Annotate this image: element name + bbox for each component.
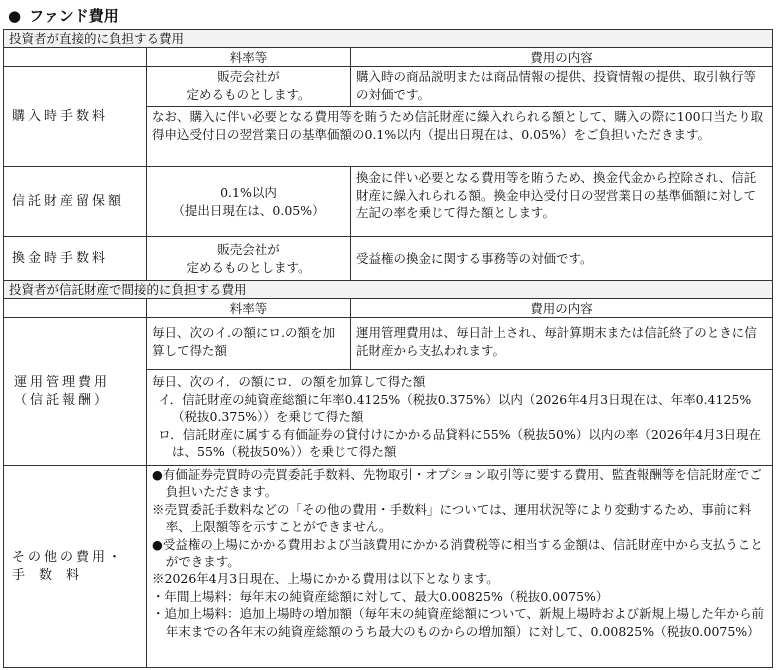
other-fees-p5: ・年間上場料：毎年末の純資産総額に対して、最大0.00825%（税抜0.0075%） <box>152 588 609 604</box>
trust-reserve-label: 信託財産留保額 <box>4 167 146 237</box>
management-fee-detail-i: イ．信託財産の純資産総額に年率0.4125%（税抜0.375%）以内（2026年4月3日現在は、年率0.4125%（税抜0.375%））を乗じて得た額 <box>158 391 752 424</box>
redemption-fee-rate <box>146 237 350 281</box>
page-title <box>8 6 119 26</box>
management-fee-detail-intro: 毎日、次のイ．の額にロ．の額を加算して得た額 <box>152 374 426 389</box>
section-direct: 投資者が直接的に負担する費用 <box>4 30 772 48</box>
other-fees-p4: ※2026年4月3日現在、上場にかかる費用は以下となります。 <box>152 571 499 587</box>
section-indirect: 投資者が信託財産で間接的に負担する費用 <box>4 281 772 299</box>
indirect-header-content: 費用の内容 <box>350 299 772 318</box>
purchase-fee-rate-line2: 定めるものとします。 <box>186 86 311 102</box>
header-content: 費用の内容 <box>350 48 772 67</box>
other-fees-p6: ・追加上場料：追加上場時の増加額（毎年末の純資産総額について、新規上場時および新規上場した年から前年末までの各年末の純資産総額のうち最大のものからの増加額）に対して、0.00825%（税抜0.0075%） <box>152 606 765 639</box>
trust-reserve-rate <box>146 167 350 237</box>
other-fees-p1: ●有価証券売買時の売買委託手数料、先物取引・オプション取引等に要する費用、監査報酬等を信託財産でご負担いただきます。 <box>152 467 762 500</box>
other-fees-p2: ※売買委託手数料などの「その他の費用・手数料」については、運用状況等により変動するため、事前に料率、上限額等を示すことができません。 <box>152 501 752 535</box>
purchase-fee-note: なお、購入に伴い必要となる費用等を賄うため信託財産に繰入れられる額として、購入の際に100口当たり取得申込受付日の翌営業日の基準価額の0.1%以内（提出日現在は、0.05%）をご負担いただきます。 <box>146 107 772 167</box>
management-fee-rate: 毎日、次のイ.の額にロ.の額を加算して得た額 <box>146 318 350 370</box>
management-fee-detail <box>146 370 772 466</box>
other-fees-p3: ●受益権の上場にかかる費用および当該費用にかかる消費税等に相当する金額は、信託財産中から支払うことができます。 <box>152 536 763 570</box>
indirect-header-blank <box>4 299 146 318</box>
page-title-text: ファンド費用 <box>29 7 119 25</box>
purchase-fee-rate <box>146 67 350 107</box>
purchase-fee-label: 購入時手数料 <box>4 67 146 167</box>
management-fee-label-line2: （信託報酬） <box>14 392 111 408</box>
indirect-header-rate: 料率等 <box>146 299 350 318</box>
redemption-fee-rate-line1: 販売会社が <box>217 242 280 257</box>
trust-reserve-rate-line2: （提出日現在は、0.05%） <box>172 202 325 218</box>
redemption-fee-content: 受益権の換金に関する事務等の対価です。 <box>350 237 772 281</box>
other-fees-label-line1: その他の費用・ <box>12 550 125 565</box>
other-fees-label-line2: 手数料 <box>12 567 94 583</box>
management-fee-label <box>4 318 146 466</box>
management-fee-detail-ro: ロ．信託財産に属する有価証券の貸付けにかかる品貸料に55%（税抜50%）以内の率（2026年4月3日現在は、55%（税抜50%））を乗じて得た額 <box>158 426 762 459</box>
trust-reserve-content: 換金に伴い必要となる費用等を賄うため、換金代金から控除され、信託財産に繰入れられる額。換金申込受付日の翌営業日の基準価額に対して左記の率を乗じて得た額とします。 <box>350 167 772 237</box>
management-fee-label-line1: 運用管理費用 <box>14 375 111 390</box>
management-fee-content: 運用管理費用は、毎日計上され、毎計算期末または信託終了のときに信託財産から支払われます。 <box>350 318 772 370</box>
bullet-icon: ● <box>8 7 22 25</box>
fee-table <box>3 29 773 668</box>
redemption-fee-rate-line2: 定めるものとします。 <box>186 259 311 275</box>
other-fees-label <box>4 466 146 667</box>
other-fees-content <box>146 466 772 667</box>
header-rate: 料率等 <box>146 48 350 67</box>
redemption-fee-label: 換金時手数料 <box>4 237 146 281</box>
header-blank <box>4 48 146 67</box>
purchase-fee-content: 購入時の商品説明または商品情報の提供、投資情報の提供、取引執行等の対価です。 <box>350 67 772 107</box>
purchase-fee-rate-line1: 販売会社が <box>217 69 280 84</box>
trust-reserve-rate-line1: 0.1%以内 <box>220 185 277 200</box>
